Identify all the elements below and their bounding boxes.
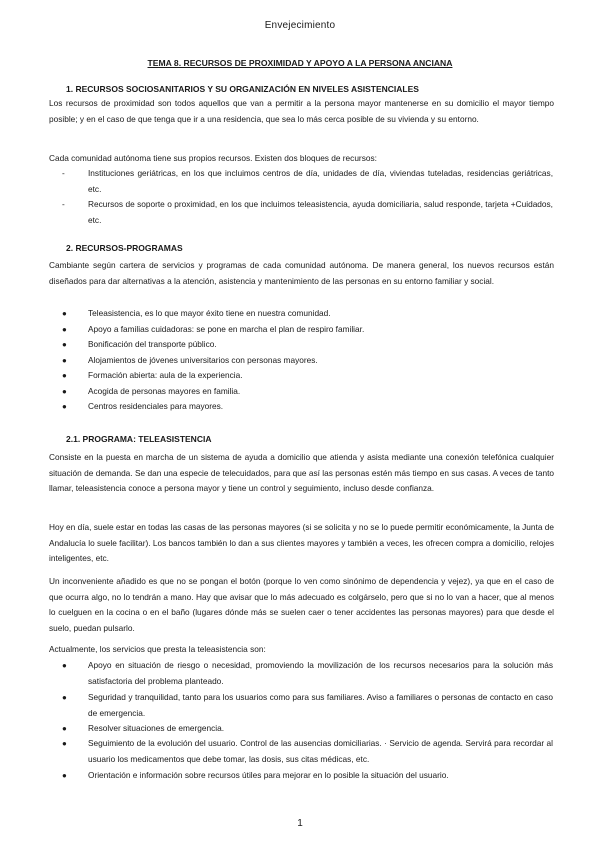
list-item-text: Instituciones geriátricas, en los que incluimos centros de día, unidades de día, viviendas tuteladas, residencias geriátricas, etc. [88, 168, 553, 194]
list-item-text: Bonificación del transporte público. [88, 339, 217, 349]
section-2-1-paragraph-1: Consiste en la puesta en marcha de un sistema de ayuda a domicilio que atienda y asista mediante una conexión telefónica cualquier situación de demanda. Se dan una especie de telecuidados, para que así las personas estén más tiempo en sus casas. A veces de tanto llamar, teleasistencia conoce a persona mayor y tiene un control y seguimiento, incluso desde confianza. [49, 452, 554, 494]
list-item-text: Orientación e información sobre recursos útiles para mejorar en lo posible la situación del usuario. [88, 770, 449, 780]
list-item-text: Seguridad y tranquilidad, tanto para los usuarios como para sus familiares. Aviso a familiares o personas de contacto en caso de emergencia. [88, 692, 553, 718]
bullet-marker: ● [62, 325, 67, 334]
bullet-marker: ● [62, 693, 67, 702]
list-item-text: Apoyo en situación de riesgo o necesidad, promoviendo la movilización de los recursos necesarios para la solución más satisfactoria del problema planteado. [88, 660, 553, 686]
section-2-1-paragraph-3: Un inconveniente añadido es que no se pongan el botón (porque lo ven como sinónimo de dependencia y vejez), ya que en el caso de que ocurra algo, no lo tendrán a mano. Hay que avisar que lo más adecuado es colgárselo, pero que si no lo van a hacer, que al menos lo cuelguen en la cocina o en el baño (lugares dónde más se suelen caer o tener accidentes las personas mayores) para que desde el suelo, puedan pulsarlo. [49, 576, 554, 633]
bullet-marker: ● [62, 771, 67, 780]
section-2-1-paragraph-2: Hoy en día, suele estar en todas las casas de las personas mayores (si se solicita y no se lo puede permitir económicamente, la Junta de Andalucía lo suele facilitar). Los bancos también lo dan a sus clientes mayores y también a veces, les ofrecen compra a domicilio, relojes inteligentes, etc. [49, 522, 554, 564]
list-item-text: Apoyo a familias cuidadoras: se pone en marcha el plan de respiro familiar. [88, 324, 365, 334]
section-1-paragraph-1: Los recursos de proximidad son todos aquellos que van a permitir a la persona mayor mantenerse en su domicilio el mayor tiempo posible; y en el caso de que tenga que ir a una residencia, que sea lo más cerca posible de su vivienda y su entorno. [49, 98, 554, 124]
list-item-text: Alojamientos de jóvenes universitarios con personas mayores. [88, 355, 318, 365]
list-item-text: Recursos de soporte o proximidad, en los que incluimos teleasistencia, ayuda domiciliaria, salud responde, tarjeta +Cuidados, etc. [88, 199, 553, 225]
section-2-paragraph-1: Cambiante según cartera de servicios y programas de cada comunidad autónoma. De manera general, los nuevos recursos están diseñados para dar alternativas a la atención, asistencia y mantenimiento de las personas en su entorno familiar y social. [49, 260, 554, 286]
list-item-text: Formación abierta: aula de la experiencia. [88, 370, 243, 380]
list-item [0, 197, 600, 229]
list-item-text: Seguimiento de la evolución del usuario. Control de las ausencias domiciliarias. · Servicio de agenda. Servirá para recordar al usuario los medicamentos que debe tomar, las dosis, sus citas médicas, etc. [88, 738, 553, 764]
running-header: Envejecimiento [264, 20, 336, 31]
list-item [0, 690, 600, 722]
bullet-marker: ● [62, 724, 67, 733]
dash-marker: - [62, 168, 65, 178]
dash-marker: - [62, 199, 65, 209]
list-item [0, 736, 600, 768]
list-item [0, 658, 600, 690]
list-item-text: Teleasistencia, es lo que mayor éxito tiene en nuestra comunidad. [88, 308, 331, 318]
list-item-text: Resolver situaciones de emergencia. [88, 723, 225, 733]
list-item-text: Centros residenciales para mayores. [88, 401, 224, 411]
bullet-marker: ● [62, 402, 67, 411]
list-item-text: Acogida de personas mayores en familia. [88, 386, 241, 396]
bullet-marker: ● [62, 371, 67, 380]
section-1-heading: 1. RECURSOS SOCIOSANITARIOS Y SU ORGANIZACIÓN EN NIVELES ASISTENCIALES [66, 84, 419, 94]
bullet-marker: ● [62, 309, 67, 318]
section-1-paragraph-2: Cada comunidad autónoma tiene sus propios recursos. Existen dos bloques de recursos: [49, 153, 377, 163]
bullet-marker: ● [62, 340, 67, 349]
bullet-marker: ● [62, 356, 67, 365]
list-item [0, 166, 600, 198]
bullet-marker: ● [62, 739, 67, 748]
section-2-heading: 2. RECURSOS-PROGRAMAS [66, 243, 183, 253]
document-title: TEMA 8. RECURSOS DE PROXIMIDAD Y APOYO A LA PERSONA ANCIANA [147, 58, 453, 68]
bullet-marker: ● [62, 661, 67, 670]
section-2-1-paragraph-4: Actualmente, los servicios que presta la teleasistencia son: [49, 644, 266, 654]
page-number: 1 [297, 818, 303, 829]
section-2-1-heading: 2.1. PROGRAMA: TELEASISTENCIA [66, 434, 212, 444]
bullet-marker: ● [62, 387, 67, 396]
